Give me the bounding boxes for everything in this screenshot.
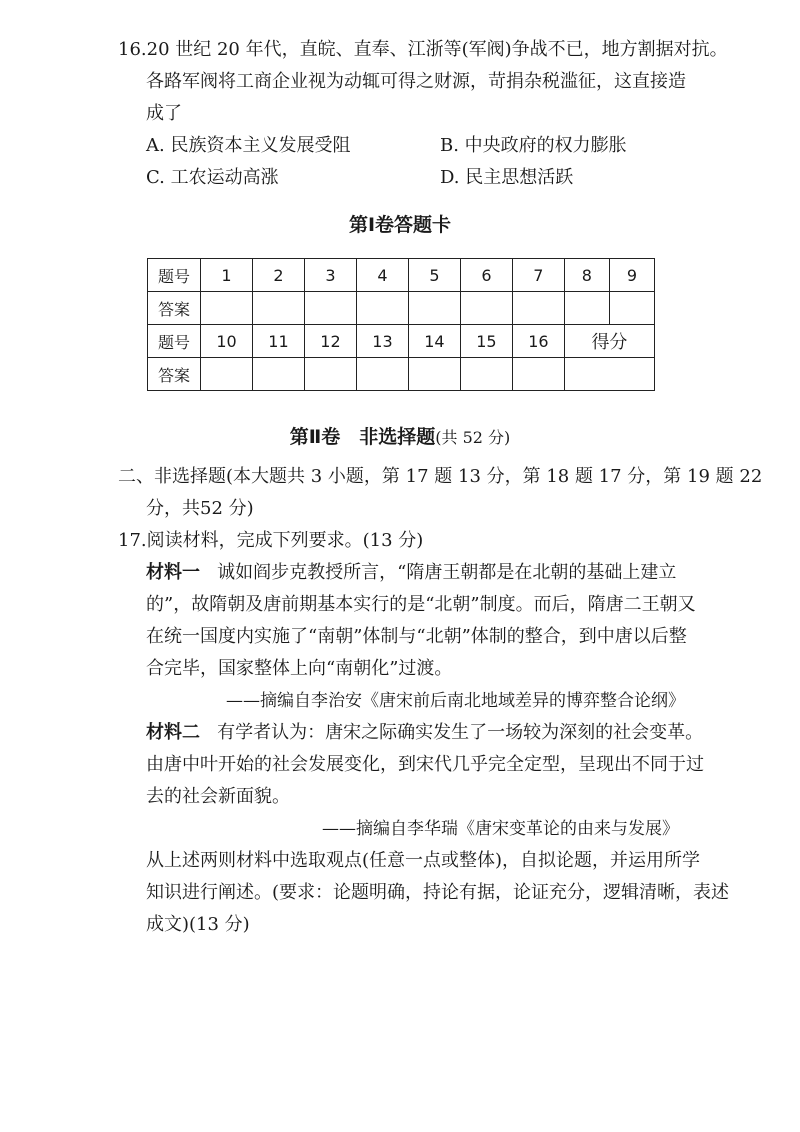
answer-cell[interactable] [304,292,356,325]
question-number-cell: 1 [201,259,253,292]
answer-cell[interactable] [356,358,408,391]
q17-material2-line-3: 去的社会新面貌。 [146,786,290,807]
q16-option-d: D. 民主思想活跃 [440,167,574,188]
q17-task-line-2: 知识进行阐述。(要求：论题明确，持论有据，论证充分，逻辑清晰，表述 [146,882,730,903]
material2-text: 有学者认为：唐宋之际确实发生了一场较为深刻的社会变革。 [217,722,704,743]
answer-cell[interactable] [564,292,609,325]
row-label-question-number: 题号 [148,325,201,358]
material1-text: 诚如阎步克教授所言，“隋唐王朝都是在北朝的基础上建立 [217,562,677,583]
q16-option-a: A. 民族资本主义发展受阻 [146,135,351,156]
material2-source: ——摘编自李华瑞《唐宋变革论的由来与发展》 [322,819,679,839]
answer-card-row-answers-2 [148,358,655,391]
answer-cell[interactable] [460,358,512,391]
question-number-cell: 13 [356,325,408,358]
part2-title-suffix: (共 52 分) [435,428,511,447]
answer-card-title: 第Ⅰ卷答题卡 [348,214,452,236]
q17-material1-line-2: 的”，故隋朝及唐前期基本实行的是“北朝”制度。而后，隋唐二王朝又 [146,594,696,615]
q16-line-3: 成了 [146,103,182,124]
part2-title [0,424,800,451]
row-label-answer: 答案 [148,292,201,325]
material2-label: 材料二 [146,722,200,743]
question-number-cell: 16 [512,325,564,358]
question-number-cell: 11 [252,325,304,358]
q16-option-b: B. 中央政府的权力膨胀 [440,135,627,156]
answer-cell[interactable] [304,358,356,391]
q16-line-2: 各路军阀将工商企业视为动辄可得之财源，苛捐杂税滥征，这直接造 [146,71,686,92]
part2-title-main: 第Ⅱ卷 非选择题 [289,426,436,448]
material1-source: ——摘编自李治安《唐宋前后南北地域差异的博弈整合论纲》 [226,691,685,711]
q16-line-1: 16.20 世纪 20 年代，直皖、直奉、江浙等(军阀)争战不已，地方割据对抗。 [118,39,728,60]
question-number-cell: 6 [460,259,512,292]
question-number-cell: 9 [609,259,654,292]
q17-material1-line-4: 合完毕，国家整体上向“南朝化”过渡。 [146,658,453,679]
answer-card-row-numbers-1 [148,259,655,292]
row-label-question-number: 题号 [148,259,201,292]
q17-material2-line-2: 由唐中叶开始的社会发展变化，到宋代几乎完全定型，呈现出不同于过 [146,754,704,775]
answer-cell[interactable] [408,292,460,325]
question-number-cell: 4 [356,259,408,292]
answer-cell[interactable] [201,292,253,325]
answer-cell[interactable] [201,358,253,391]
material1-label: 材料一 [146,562,200,583]
section2-line-1: 二、非选择题(本大题共 3 小题，第 17 题 13 分，第 18 题 17 分，第 19 题 22 [118,466,763,487]
row-label-answer: 答案 [148,358,201,391]
answer-cell[interactable] [512,358,564,391]
score-cell[interactable] [564,358,654,391]
answer-cell[interactable] [356,292,408,325]
question-number-cell: 5 [408,259,460,292]
answer-card-row-numbers-2 [148,325,655,358]
question-number-cell: 15 [460,325,512,358]
q17-task-line-3: 成文)(13 分) [146,914,250,935]
question-number-cell: 12 [304,325,356,358]
q16-option-c: C. 工农运动高涨 [146,167,279,188]
question-number-cell: 7 [512,259,564,292]
answer-cell[interactable] [252,292,304,325]
section2-line-2: 分，共52 分) [146,498,254,519]
question-number-cell: 2 [252,259,304,292]
answer-card-row-answers-1 [148,292,655,325]
q17-material1-line-1 [146,561,676,585]
q17-task-line-1: 从上述两则材料中选取观点(任意一点或整体)，自拟论题，并运用所学 [146,850,701,871]
q17-material2-line-1 [146,721,703,745]
answer-cell[interactable] [460,292,512,325]
answer-cell[interactable] [408,358,460,391]
q17-material1-line-3: 在统一国度内实施了“南朝”体制与“北朝”体制的整合，到中唐以后整 [146,626,687,647]
question-number-cell: 8 [564,259,609,292]
answer-cell[interactable] [512,292,564,325]
answer-card-table [147,258,655,391]
score-label-cell: 得分 [564,325,654,358]
question-number-cell: 10 [201,325,253,358]
question-number-cell: 14 [408,325,460,358]
answer-cell[interactable] [609,292,654,325]
q17-head: 17.阅读材料，完成下列要求。(13 分) [118,530,424,551]
answer-cell[interactable] [252,358,304,391]
question-number-cell: 3 [304,259,356,292]
